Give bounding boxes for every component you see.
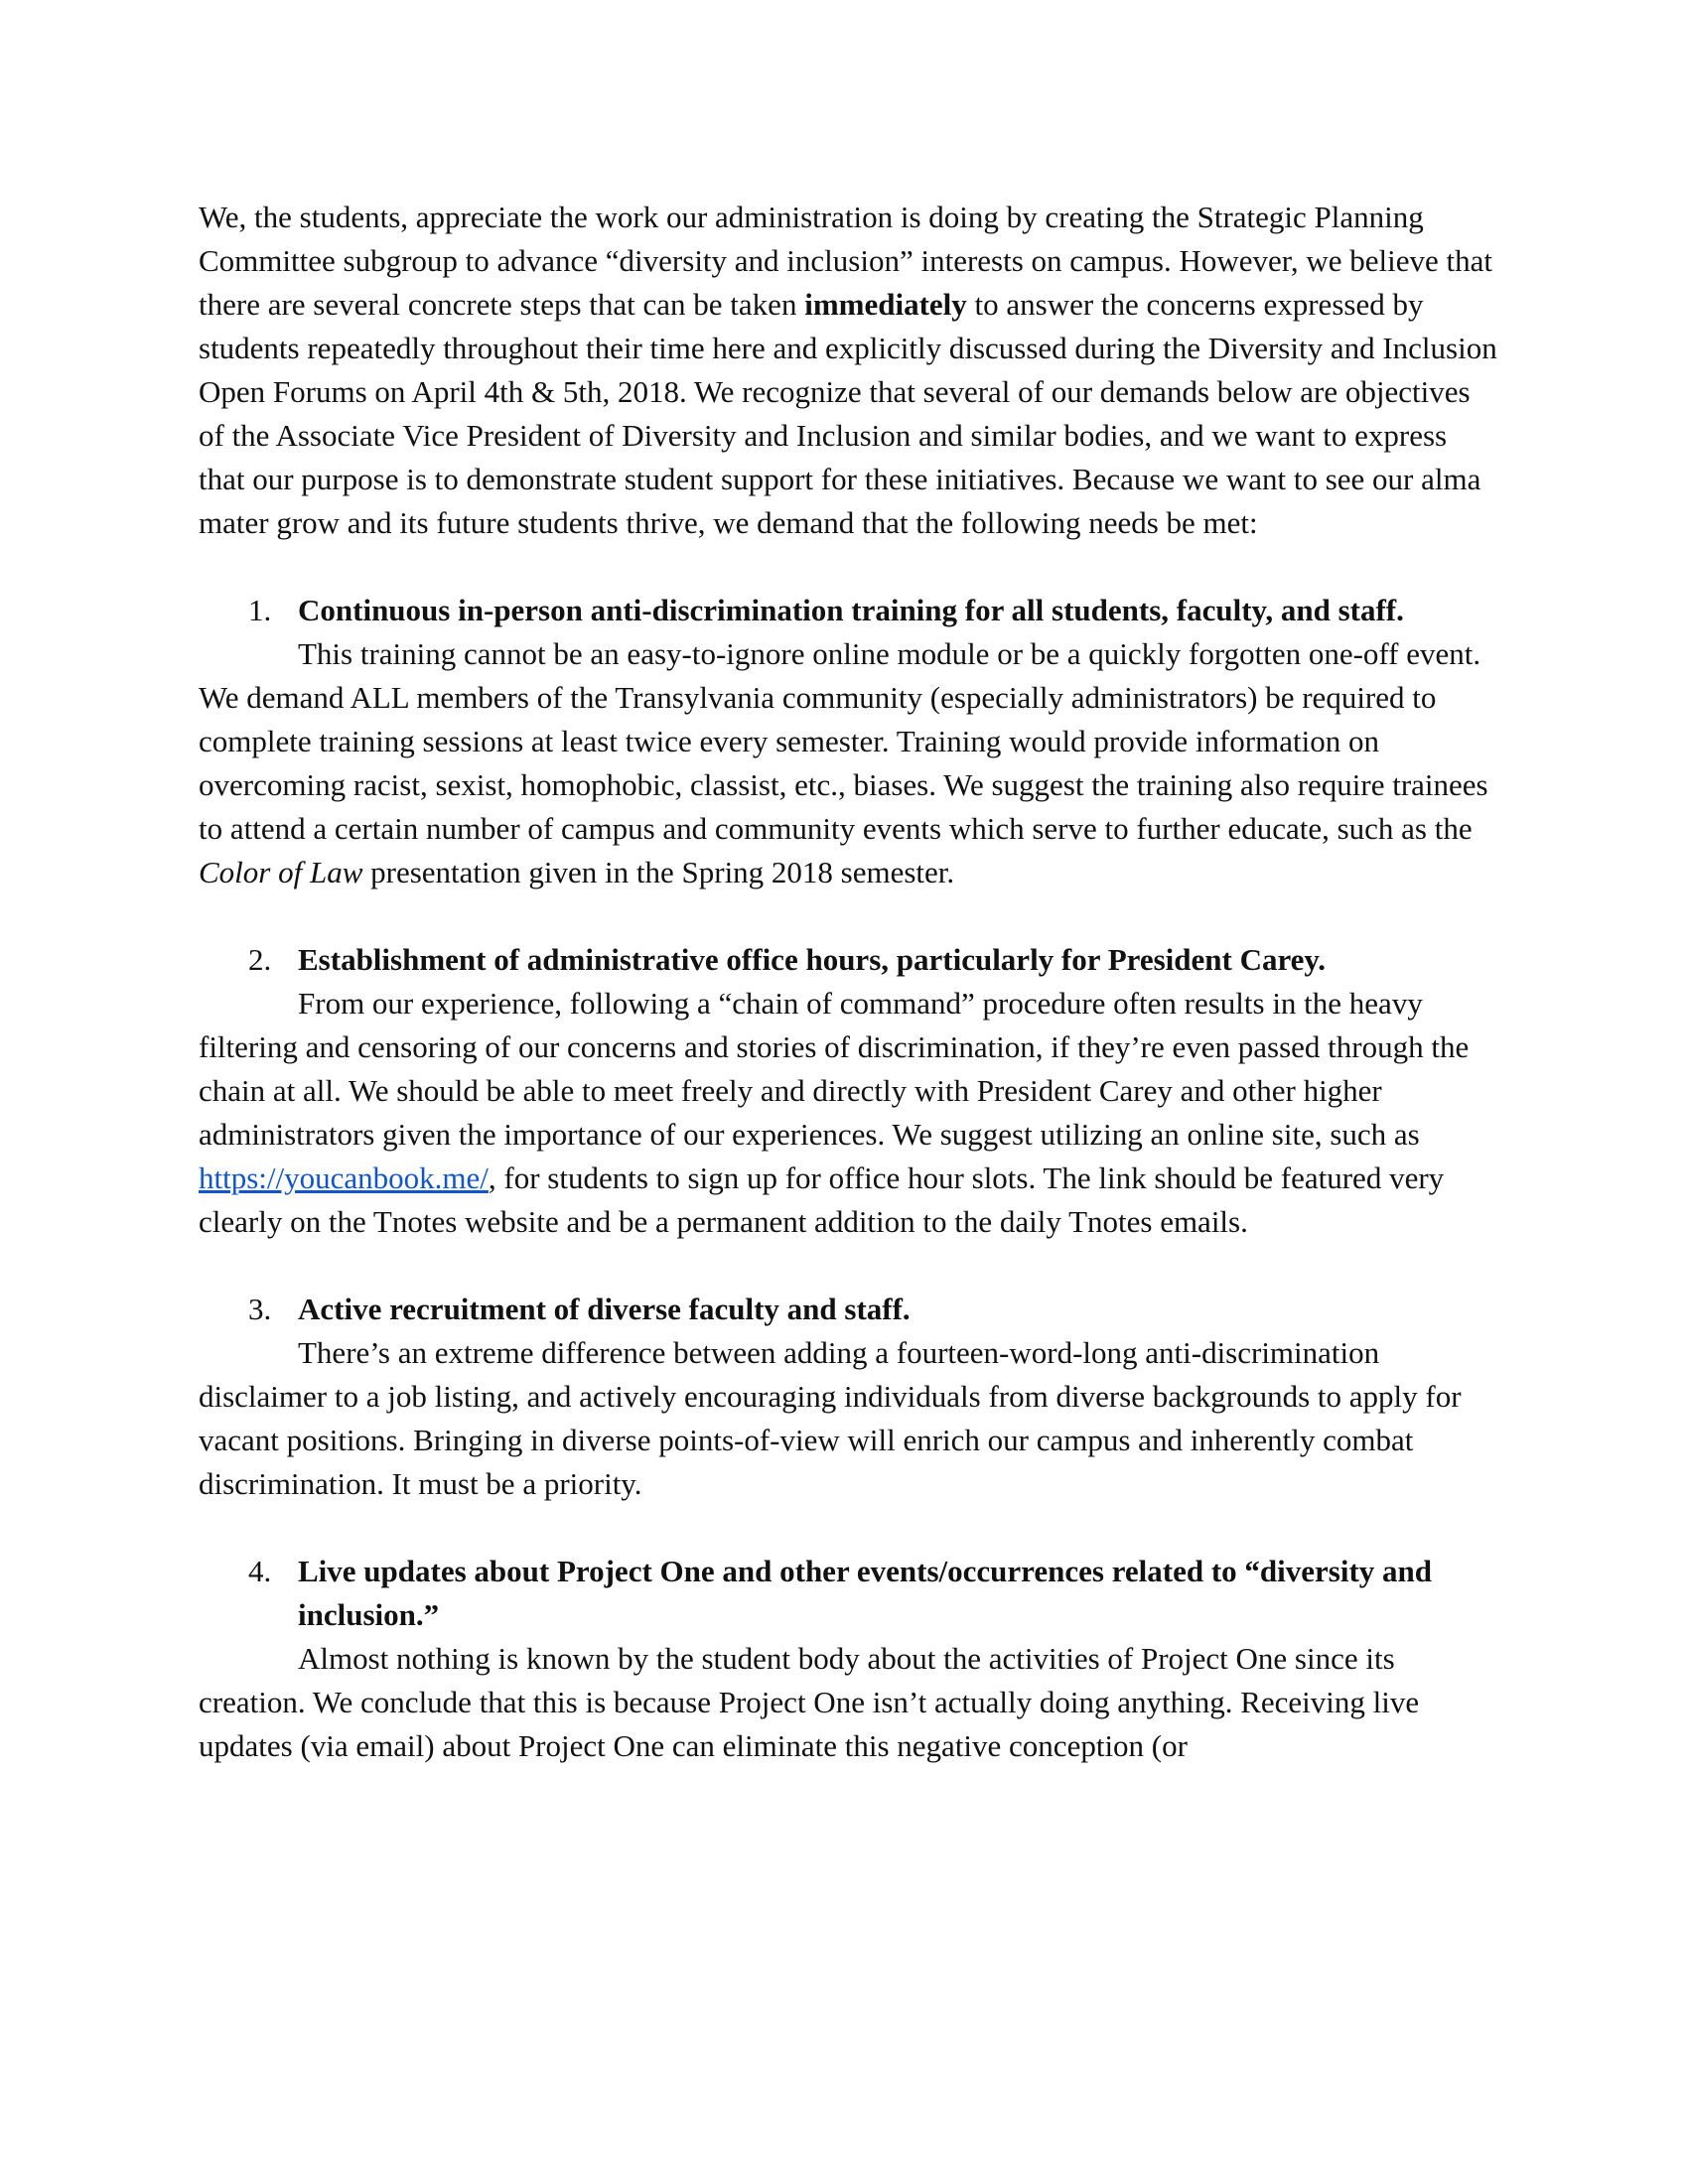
- demand-1-italic-title: Color of Law: [199, 855, 363, 889]
- demand-1-number: 1.: [248, 593, 272, 627]
- demand-4: [199, 1550, 1499, 1768]
- youcanbook-link[interactable]: https://youcanbook.me/: [199, 1160, 489, 1195]
- intro-text-start: We, the students, appreciate the work our administration is doing by creating the Strategic Planning Committee subgroup to advance “diversity and inclusion” interests on campus. However, we believe that there are several concrete steps that can be taken: [199, 200, 1492, 322]
- demand-1-body: [199, 632, 1499, 894]
- intro-text-end: to answer the concerns expressed by students repeatedly throughout their time here and explicitly discussed during the Diversity and Inclusion Open Forums on April 4th & 5th, 2018. We recognize that several of our demands below are objectives of the Associate Vice President of Diversity and Inclusion and similar bodies, and we want to express that our purpose is to demonstrate student support for these initiatives. Because we want to see our alma mater grow and its future students thrive, we demand that the following needs be met:: [199, 287, 1497, 540]
- demand-3-heading: [199, 1288, 1499, 1331]
- demand-4-number: 4.: [248, 1554, 272, 1588]
- demand-2-body: [199, 982, 1499, 1244]
- document-page: [199, 196, 1499, 1812]
- demand-1: [199, 589, 1499, 894]
- demand-2-heading: [199, 938, 1499, 982]
- demand-3-title: Active recruitment of diverse faculty and staff.: [298, 1292, 911, 1326]
- demand-2-title: Establishment of administrative office hours, particularly for President Carey.: [298, 942, 1326, 977]
- demand-1-heading: [199, 589, 1499, 632]
- demand-4-heading: [199, 1550, 1499, 1637]
- demand-2-number: 2.: [248, 942, 272, 977]
- demand-1-body-end: presentation given in the Spring 2018 semester.: [362, 855, 955, 889]
- demand-4-title: Live updates about Project One and other events/occurrences related to “diversity and inclusion.”: [298, 1554, 1433, 1632]
- demand-4-body: Almost nothing is known by the student body about the activities of Project One since its creation. We conclude that this is because Project One isn’t actually doing anything. Receiving live updates (via email) about Project One can eliminate this negative conception (or: [199, 1641, 1420, 1763]
- demand-2-body-end: , for students to sign up for office hour slots. The link should be featured very clearly on the Tnotes website and be a permanent addition to the daily Tnotes emails.: [199, 1160, 1445, 1239]
- intro-paragraph: [199, 196, 1499, 545]
- demand-3-number: 3.: [248, 1292, 272, 1326]
- demand-3: [199, 1288, 1499, 1506]
- demand-2-body-start: From our experience, following a “chain of command” procedure often results in the heavy filtering and censoring of our concerns and stories of discrimination, if they’re even passed through the chain at all. We should be able to meet freely and directly with President Carey and other higher administrators given the importance of our experiences. We suggest utilizing an online site, such as: [199, 986, 1470, 1152]
- demand-2: [199, 938, 1499, 1244]
- demand-1-title: Continuous in-person anti-discrimination training for all students, faculty, and staff.: [298, 593, 1404, 627]
- intro-emphasis: immediately: [804, 287, 967, 322]
- demand-1-body-start: This training cannot be an easy-to-ignore online module or be a quickly forgotten one-off event. We demand ALL members of the Transylvania community (especially administrators) be required to complete training sessions at least twice every semester. Training would provide information on overcoming racist, sexist, homophobic, classist, etc., biases. We suggest the training also require trainees to attend a certain number of campus and community events which serve to further educate, such as the: [199, 636, 1488, 846]
- demand-3-body: There’s an extreme difference between adding a fourteen-word-long anti-discrimination disclaimer to a job listing, and actively encouraging individuals from diverse backgrounds to apply for vacant positions. Bringing in diverse points-of-view will enrich our campus and inherently combat discrimination. It must be a priority.: [199, 1335, 1462, 1501]
